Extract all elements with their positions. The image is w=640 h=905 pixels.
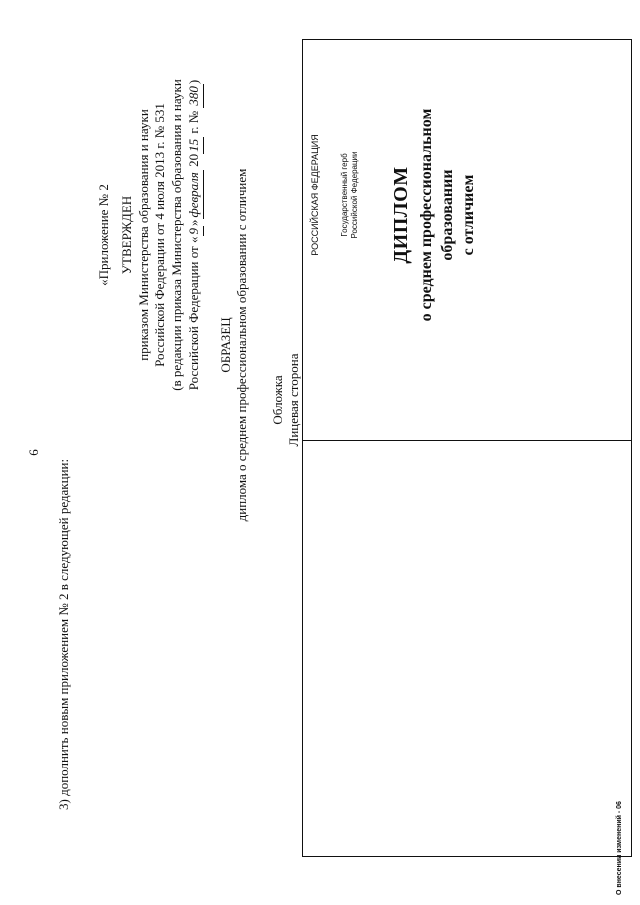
- emblem-line-1: Государственный герб: [340, 153, 349, 237]
- approved-label: УТВЕРЖДЕН: [118, 195, 134, 275]
- line4-prefix: Российской Федерации от «: [185, 236, 201, 391]
- handwritten-number: 380: [186, 84, 204, 108]
- cover-side: Лицевая сторона: [286, 353, 301, 447]
- sample-subtitle: диплома о среднем профессиональном образовании с отличием: [234, 168, 249, 522]
- line4-suffix: ): [185, 79, 201, 85]
- handwritten-year: 15: [186, 137, 204, 154]
- footer-note: О внесении изменений - 06: [616, 801, 623, 895]
- appendix-line-1: приказом Министерства образования и науки: [135, 109, 151, 361]
- page-number: 6: [26, 449, 41, 456]
- diploma-title: ДИПЛОМ: [390, 166, 412, 264]
- sample-title: ОБРАЗЕЦ: [218, 317, 233, 373]
- appendix-title: «Приложение № 2: [96, 184, 111, 286]
- emblem-line-2: Российской Федерации: [350, 151, 359, 239]
- appendix-header: [96, 0, 204, 495]
- appendix-line-2: Российской Федерации от 4 июля 2013 г. № 531: [152, 103, 168, 367]
- appendix-line-3: (в редакции приказа Министерства образования и науки: [169, 79, 185, 391]
- cover-header: [270, 200, 302, 600]
- line4-number-label: г. №: [185, 107, 201, 137]
- cover-title: Обложка: [270, 375, 285, 425]
- line4-quote: »: [185, 219, 201, 226]
- intro-text: 3) дополнить новым приложением № 2 в следующей редакции:: [56, 458, 71, 810]
- diploma-sub-1: о среднем профессиональном: [418, 108, 435, 322]
- diploma-sub-3: с отличием: [460, 174, 477, 256]
- sample-header: [218, 85, 250, 605]
- diploma-subtitle: [416, 25, 479, 405]
- handwritten-month: февраля: [186, 170, 204, 219]
- handwritten-day: 9: [186, 226, 204, 237]
- appendix-line-4: [186, 0, 204, 495]
- diploma-frame-divider: [302, 440, 632, 441]
- diploma-sub-2: образовании: [439, 169, 456, 261]
- diploma-country: РОССИЙСКАЯ ФЕДЕРАЦИЯ: [310, 134, 320, 256]
- diploma-emblem: [340, 45, 360, 345]
- line4-century: 20: [185, 153, 201, 171]
